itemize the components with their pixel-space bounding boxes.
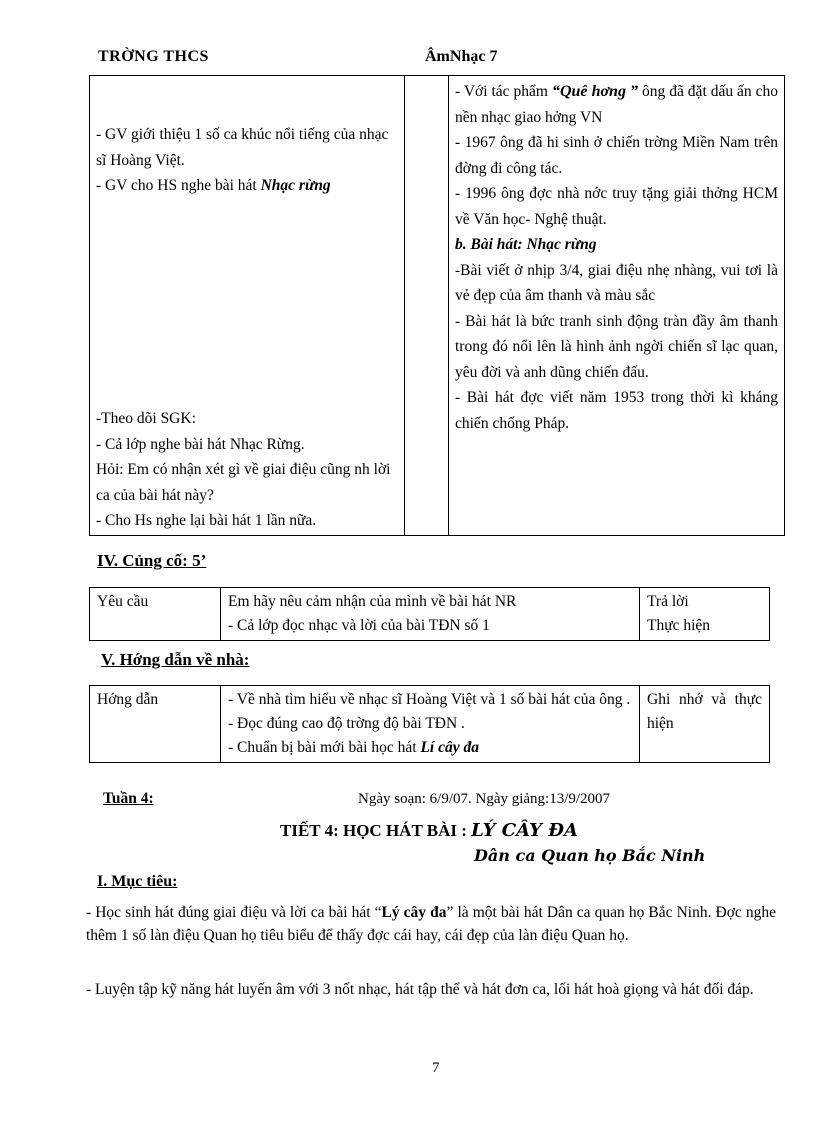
content-p3: - 1996 ông đợc nhà nớc truy tặng giải thởng HCM về Văn học- Nghệ thuật. [455,185,778,228]
week-label: Tuần 4: [103,790,154,807]
content-cell [449,76,785,536]
requirement-content: Em hãy nêu cảm nhận của mình về bài hát NR - Cả lớp đọc nhạc và lời của bài TĐN số 1 [221,588,640,641]
page-number: 7 [432,1060,440,1076]
requirement-response: Trả lời Thực hiện [640,588,770,641]
objective-song-name: Lý cây đa [381,904,447,921]
content-p6: - Bài hát đợc viết năm 1953 trong thời kì kháng chiến chống Pháp. [455,389,778,432]
homework-table [89,685,770,763]
consolidation-table [89,587,770,641]
objective-1: - Học sinh hát đúng giai điệu và lời ca bài hát “Lý cây đa” là một bài hát Dân ca quan họ Bắc Ninh. Đợc nghe thêm 1 số làn điệu Quan họ tiêu biểu để thấy đợc cái hay, cái đẹp của làn điệu Quan họ. [86,904,777,944]
next-song-name: Lí cây đa [420,739,479,756]
content-p4: -Bài viết ở nhịp 3/4, giai điệu nhẹ nhàng, vui tơi là vẻ đẹp của âm thanh và màu sắc [455,261,778,304]
guidance-content: - Về nhà tìm hiểu về nhạc sĩ Hoàng Việt và 1 số bài hát của ông . - Đọc đúng cao độ trờng độ bài TĐN . - Chuẩn bị bài mới bài học hát Lí cây đa [221,686,640,763]
requirement-label: Yêu cầu [90,588,221,641]
activity-follow: -Theo dõi SGK: [96,410,196,427]
content-p5: - Bài hát là bức tranh sinh động tràn đầy âm thanh trong đó nổi lên là hình ảnh ngời chiến sĩ lạc quan, yêu đời và anh dũng chiến đấu. [455,312,778,381]
lesson-activity-table [89,75,785,536]
header-school: TRỜNG THCS [98,48,209,65]
section-4-title: IV. Củng cố: 5’ [97,551,207,570]
content-heading: b. Bài hát: Nhạc rừng [455,236,597,253]
song-name-nhac-rung: Nhạc rừng [260,177,331,194]
content-p2: - 1967 ông đã hi sinh ở chiến trờng Miền Nam trên đờng đi công tác. [455,134,778,177]
activity-relisten: - Cho Hs nghe lại bài hát 1 lần nữa. [96,512,317,529]
activity-intro: - GV giới thiệu 1 số ca khúc nổi tiếng của nhạc sĩ Hoàng Việt. [96,126,389,169]
activity-listen: - GV cho HS nghe bài hát Nhạc rừng [96,177,331,194]
empty-column [405,76,449,536]
guidance-response: Ghi nhớ và thực hiện [640,686,770,763]
lesson-title: TIẾT 4: HỌC HÁT BÀI : LÝ CÂY ĐA [280,820,578,841]
song-title: LÝ CÂY ĐA [471,820,578,841]
objectives-title: I. Mục tiêu: [97,873,178,890]
content-p1: - Với tác phẩm “Quê hơng ” ông đã đặt dấu ấn cho nền nhạc giao hởng VN [455,83,779,126]
activity-class-listen: - Cả lớp nghe bài hát Nhạc Rừng. [96,435,305,453]
guidance-label: Hớng dẫn [90,686,221,763]
activity-question: Hỏi: Em có nhận xét gì về giai điệu cũng nh lời ca của bài hát này? [96,461,391,504]
work-que-huong: “Quê hơng ” [551,83,639,100]
section-5-title: V. Hớng dẫn về nhà: [101,650,250,669]
teacher-activity-cell [90,76,405,536]
objective-2: - Luyện tập kỹ năng hát luyến âm với 3 nốt nhạc, hát tập thể và hát đơn ca, lối hát hoà giọng và hát đối đáp. [86,981,754,998]
lesson-dates: Ngày soạn: 6/9/07. Ngày giảng:13/9/2007 [358,791,611,807]
lesson-subtitle: Dân ca Quan họ Bắc Ninh [474,846,706,865]
header-subject: ÂmNhạc 7 [425,48,498,65]
